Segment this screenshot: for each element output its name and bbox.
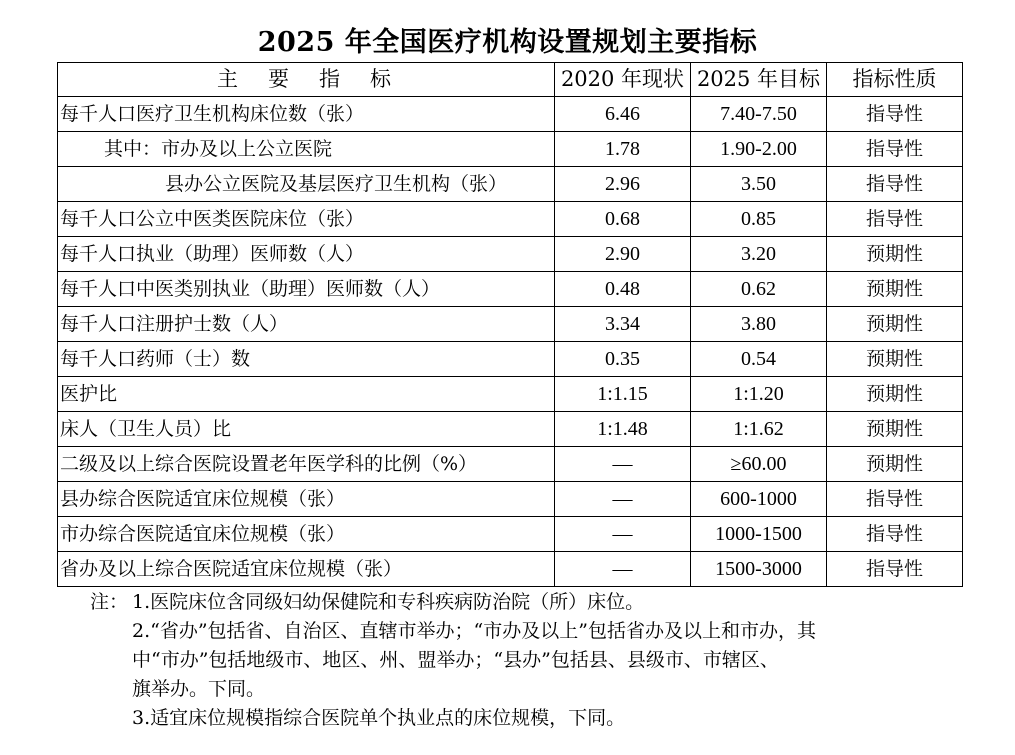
row-target: 1:1.62 bbox=[691, 412, 827, 447]
notes-section bbox=[90, 588, 970, 733]
row-current: 0.35 bbox=[555, 342, 691, 377]
note-line: 2.“省办”包括省、自治区、直辖市举办；“市办及以上”包括省办及以上和市办，其 bbox=[132, 620, 816, 642]
row-indicator: 县办综合医院适宜床位规模（张） bbox=[58, 482, 555, 517]
row-target: 1:1.20 bbox=[691, 377, 827, 412]
row-indicator: 每千人口注册护士数（人） bbox=[58, 307, 555, 342]
table-row bbox=[58, 167, 963, 202]
row-indicator: 县办公立医院及基层医疗卫生机构（张） bbox=[58, 167, 555, 202]
row-nature: 预期性 bbox=[827, 272, 963, 307]
row-target: 0.85 bbox=[691, 202, 827, 237]
row-current: 2.90 bbox=[555, 237, 691, 272]
row-target: 1500-3000 bbox=[691, 552, 827, 587]
table-row bbox=[58, 132, 963, 167]
row-nature: 预期性 bbox=[827, 412, 963, 447]
row-indicator: 床人（卫生人员）比 bbox=[58, 412, 555, 447]
table-row bbox=[58, 272, 963, 307]
row-current: 6.46 bbox=[555, 97, 691, 132]
row-target: ≥60.00 bbox=[691, 447, 827, 482]
row-nature: 指导性 bbox=[827, 202, 963, 237]
row-nature: 预期性 bbox=[827, 447, 963, 482]
row-indicator: 二级及以上综合医院设置老年医学科的比例（%） bbox=[58, 447, 555, 482]
row-current: — bbox=[555, 517, 691, 552]
row-nature: 指导性 bbox=[827, 167, 963, 202]
indicators-table bbox=[57, 62, 963, 587]
table-row bbox=[58, 307, 963, 342]
table-row bbox=[58, 97, 963, 132]
row-nature: 指导性 bbox=[827, 517, 963, 552]
row-indicator: 每千人口执业（助理）医师数（人） bbox=[58, 237, 555, 272]
header-target: 2025 年目标 bbox=[691, 63, 827, 97]
row-target: 3.20 bbox=[691, 237, 827, 272]
row-nature: 预期性 bbox=[827, 377, 963, 412]
table-row bbox=[58, 482, 963, 517]
row-current: 1:1.48 bbox=[555, 412, 691, 447]
row-nature: 预期性 bbox=[827, 237, 963, 272]
row-current: 3.34 bbox=[555, 307, 691, 342]
row-current: 0.68 bbox=[555, 202, 691, 237]
row-current: — bbox=[555, 447, 691, 482]
row-target: 600-1000 bbox=[691, 482, 827, 517]
table-row bbox=[58, 342, 963, 377]
row-target: 0.62 bbox=[691, 272, 827, 307]
table-row bbox=[58, 202, 963, 237]
row-current: 1:1.15 bbox=[555, 377, 691, 412]
row-nature: 指导性 bbox=[827, 552, 963, 587]
notes-lead: 注： bbox=[90, 591, 129, 613]
row-nature: 预期性 bbox=[827, 342, 963, 377]
table-row bbox=[58, 237, 963, 272]
table-row bbox=[58, 412, 963, 447]
note-text: 1.医院床位含同级妇幼保健院和专科疾病防治院（所）床位。 bbox=[132, 591, 645, 613]
row-target: 3.80 bbox=[691, 307, 827, 342]
row-current: 1.78 bbox=[555, 132, 691, 167]
row-target: 1000-1500 bbox=[691, 517, 827, 552]
header-nature: 指标性质 bbox=[827, 63, 963, 97]
row-indicator: 其中：市办及以上公立医院 bbox=[58, 132, 555, 167]
row-target: 0.54 bbox=[691, 342, 827, 377]
table-header-row bbox=[58, 63, 963, 97]
row-indicator: 市办综合医院适宜床位规模（张） bbox=[58, 517, 555, 552]
note-line: 旗举办。下同。 bbox=[132, 678, 266, 700]
row-indicator: 医护比 bbox=[58, 377, 555, 412]
table-row bbox=[58, 517, 963, 552]
row-nature: 预期性 bbox=[827, 307, 963, 342]
row-current: 2.96 bbox=[555, 167, 691, 202]
header-indicator: 主要指标 bbox=[58, 63, 555, 97]
header-current: 2020 年现状 bbox=[555, 63, 691, 97]
row-current: 0.48 bbox=[555, 272, 691, 307]
row-target: 3.50 bbox=[691, 167, 827, 202]
table-row bbox=[58, 552, 963, 587]
row-indicator: 省办及以上综合医院适宜床位规模（张） bbox=[58, 552, 555, 587]
note-line bbox=[90, 588, 970, 617]
row-target: 7.40-7.50 bbox=[691, 97, 827, 132]
row-target: 1.90-2.00 bbox=[691, 132, 827, 167]
row-indicator: 每千人口中医类别执业（助理）医师数（人） bbox=[58, 272, 555, 307]
row-current: — bbox=[555, 482, 691, 517]
note-line: 3.适宜床位规模指综合医院单个执业点的床位规模，下同。 bbox=[132, 707, 626, 729]
row-indicator: 每千人口药师（士）数 bbox=[58, 342, 555, 377]
row-current: — bbox=[555, 552, 691, 587]
table-row bbox=[58, 377, 963, 412]
row-indicator: 每千人口公立中医类医院床位（张） bbox=[58, 202, 555, 237]
table-row bbox=[58, 447, 963, 482]
row-nature: 指导性 bbox=[827, 132, 963, 167]
page-title: 2025 年全国医疗机构设置规划主要指标 bbox=[257, 27, 758, 58]
note-line: 中“市办”包括地级市、地区、州、盟举办；“县办”包括县、县级市、市辖区、 bbox=[132, 649, 779, 671]
row-nature: 指导性 bbox=[827, 97, 963, 132]
row-indicator: 每千人口医疗卫生机构床位数（张） bbox=[58, 97, 555, 132]
row-nature: 指导性 bbox=[827, 482, 963, 517]
